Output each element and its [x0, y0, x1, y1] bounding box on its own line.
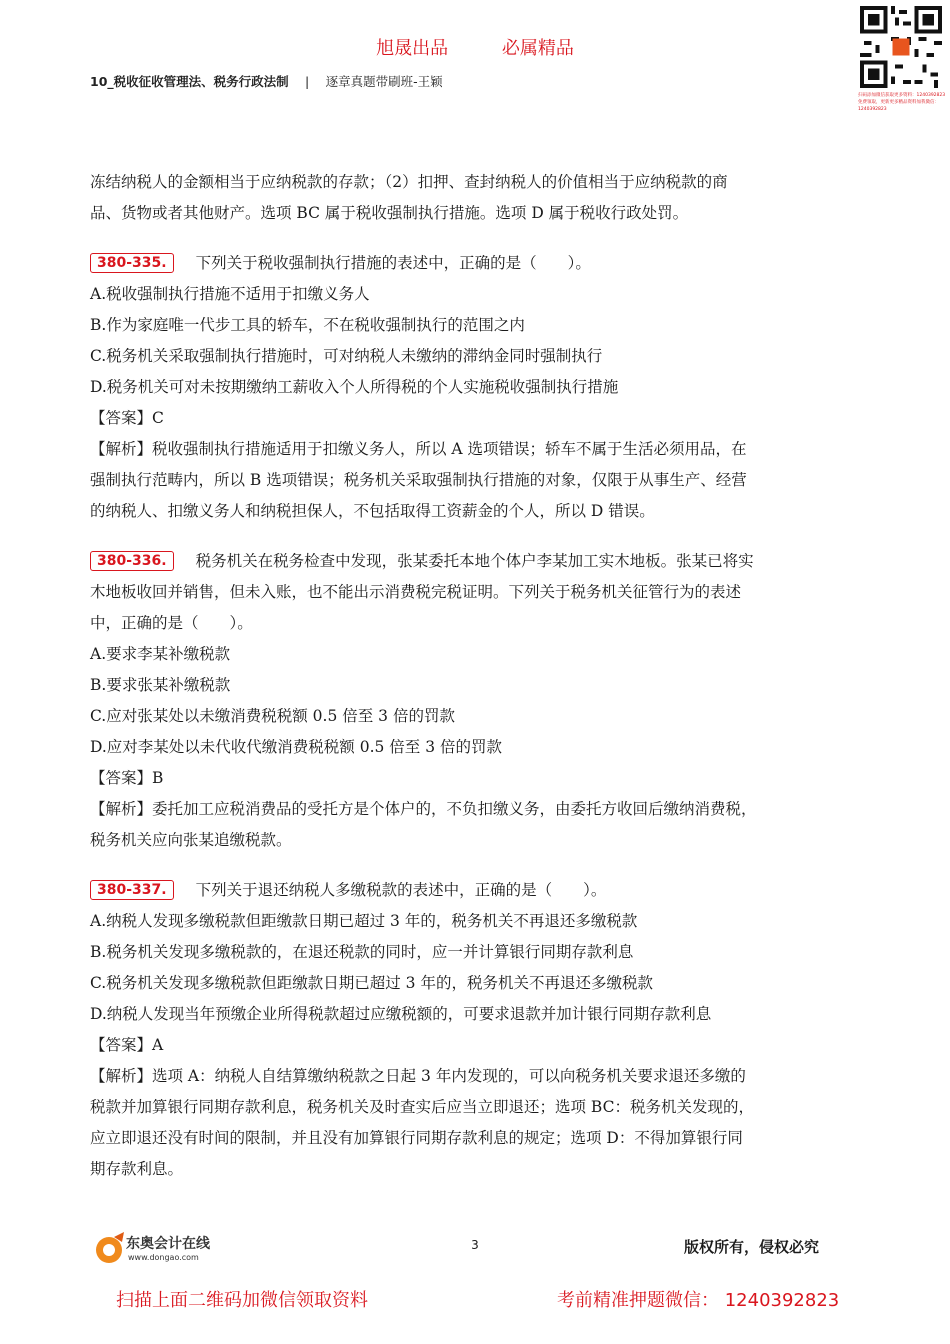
intro-text [90, 167, 870, 229]
option-item: D.应对李某处以未代收代缴消费税税额 0.5 倍至 3 倍的罚款 [90, 738, 503, 756]
analysis-line: 【解析】税收强制执行措施适用于扣缴义务人，所以 A 选项错误；轿车不属于生活必须用品，在 [90, 440, 747, 458]
option-item: A.税收强制执行措施不适用于扣缴义务人 [90, 285, 370, 303]
brand-left: 旭晟出品 [376, 38, 449, 59]
logo-url: www.dongao.com [128, 1253, 199, 1262]
promo-left: 扫描上面二维码加微信领取资料 [116, 1290, 368, 1311]
header-separator: | [305, 74, 310, 89]
text-line: 品、货物或者其他财产。选项 BC 属于税收强制执行措施。选项 D 属于税收行政处罚。 [90, 204, 689, 222]
option-item: D.纳税人发现当年预缴企业所得税款超过应缴税额的，可要求退款并加计银行同期存款利息 [90, 1005, 712, 1023]
question-block [90, 875, 870, 1185]
qr-note: 扫码添加微信获取更多资料：1240392823 免费领取，更新更多精品资料加我微信：1240392823 [858, 93, 946, 112]
analysis-line: 的纳税人、扣缴义务人和纳税担保人，不包括取得工资薪金的个人，所以 D 错误。 [90, 502, 655, 520]
analysis-line: 税务机关应向张某追缴税款。 [90, 831, 292, 849]
question-stem-line: 木地板收回并销售，但未入账，也不能出示消费税完税证明。下列关于税务机关征管行为的表述 [90, 583, 742, 601]
answer-line: 【答案】A [90, 1036, 164, 1054]
analysis-line: 【解析】选项 A：纳税人自结算缴纳税款之日起 3 年内发现的，可以向税务机关要求退还多缴的 [90, 1067, 746, 1085]
analysis-line: 期存款利息。 [90, 1160, 184, 1178]
brand-banner [0, 34, 950, 60]
analysis-line: 【解析】委托加工应税消费品的受托方是个体户的，不负扣缴义务，由委托方收回后缴纳消费税， [90, 800, 757, 818]
option-item: D.税务机关可对未按期缴纳工薪收入个人所得税的个人实施税收强制执行措施 [90, 378, 619, 396]
question-number-badge: 380-336. [90, 551, 174, 571]
brand-right: 必属精品 [501, 38, 574, 59]
page-number: 3 [471, 1238, 479, 1252]
option-item: C.税务机关发现多缴税款但距缴款日期已超过 3 年的，税务机关不再退还多缴税款 [90, 974, 653, 992]
analysis-line: 税款并加算银行同期存款利息，税务机关及时查实后应当立即退还；选项 BC：税务机关发现的， [90, 1098, 754, 1116]
copyright-notice: 版权所有，侵权必究 [684, 1238, 820, 1256]
promo-right: 考前精准押题微信： 1240392823 [557, 1290, 840, 1311]
option-item: B.税务机关发现多缴税款的，在退还税款的同时，应一并计算银行同期存款利息 [90, 943, 634, 961]
chapter-title: 10_税收征收管理法、税务行政法制 [90, 74, 289, 89]
question-stem: 下列关于税收强制执行措施的表述中，正确的是（ ）。 [195, 254, 591, 272]
document-body [90, 167, 870, 1185]
question-stem: 下列关于退还纳税人多缴税款的表述中，正确的是（ ）。 [195, 881, 607, 899]
question-number-badge: 380-335. [90, 253, 174, 273]
option-item: A.要求李某补缴税款 [90, 645, 231, 663]
qr-code-icon [860, 6, 942, 88]
option-item: C.税务机关采取强制执行措施时，可对纳税人未缴纳的滞纳金同时强制执行 [90, 347, 603, 365]
answer-line: 【答案】C [90, 409, 164, 427]
page-header [90, 72, 443, 90]
option-item: C.应对张某处以未缴消费税税额 0.5 倍至 3 倍的罚款 [90, 707, 455, 725]
question-block [90, 248, 870, 527]
question-stem-line: 中，正确的是（ ）。 [90, 614, 253, 632]
course-title: 逐章真题带刷班-王颖 [325, 74, 443, 89]
analysis-line: 强制执行范畴内，所以 B 选项错误；税务机关采取强制执行措施的对象，仅限于从事生产、经营 [90, 471, 747, 489]
text-line: 冻结纳税人的金额相当于应纳税款的存款；（2）扣押、查封纳税人的价值相当于应纳税款的商 [90, 173, 728, 191]
option-item: A.纳税人发现多缴税款但距缴款日期已超过 3 年的，税务机关不再退还多缴税款 [90, 912, 638, 930]
question-number-badge: 380-337. [90, 880, 174, 900]
answer-line: 【答案】B [90, 769, 164, 787]
logo-name: 东奥会计在线 [126, 1236, 210, 1252]
question-block [90, 546, 870, 856]
analysis-line: 应立即退还没有时间的限制，并且没有加算银行同期存款利息的规定；选项 D：不得加算银行同 [90, 1129, 743, 1147]
option-item: B.作为家庭唯一代步工具的轿车，不在税收强制执行的范围之内 [90, 316, 525, 334]
question-stem: 税务机关在税务检查中发现，张某委托本地个体户李某加工实木地板。张某已将实 [195, 552, 754, 570]
option-item: B.要求张某补缴税款 [90, 676, 231, 694]
